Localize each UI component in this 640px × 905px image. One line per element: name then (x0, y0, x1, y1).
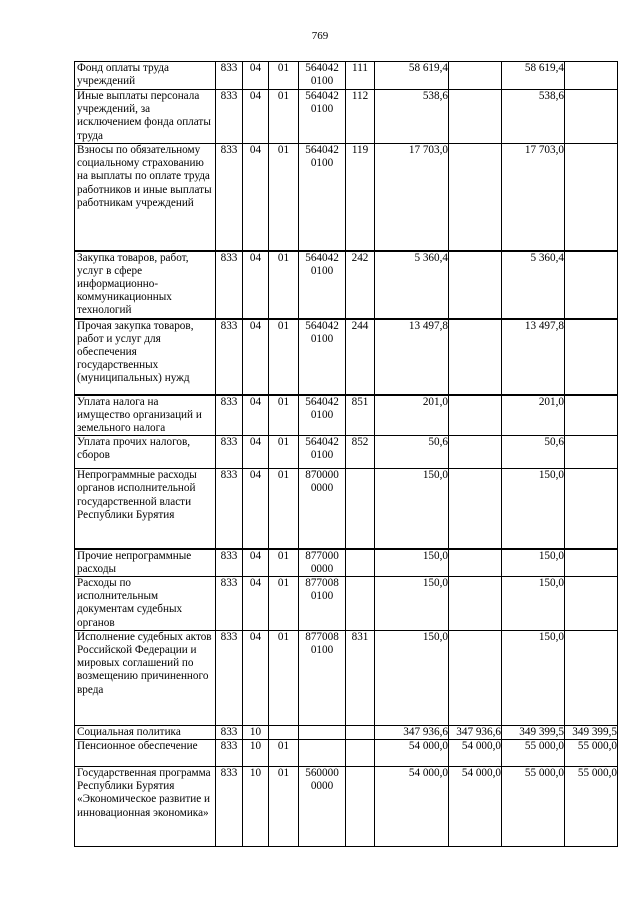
cell-section-code: 04 (243, 436, 269, 469)
cell-sum-3: 55 000,0 (502, 740, 565, 767)
table-row (75, 62, 618, 90)
cell-expense-type: 119 (346, 144, 375, 251)
cell-ministry-code: 833 (216, 90, 243, 144)
cell-sum-4 (565, 469, 618, 549)
cell-expense-type: 242 (346, 251, 375, 319)
cell-sum-3: 13 497,8 (502, 319, 565, 395)
cell-section-code: 04 (243, 549, 269, 577)
cell-ministry-code: 833 (216, 144, 243, 251)
cell-expense-type: 112 (346, 90, 375, 144)
cell-name: Фонд оплаты труда учреждений (75, 62, 216, 90)
table-row (75, 436, 618, 469)
cell-ministry-code: 833 (216, 577, 243, 631)
cell-sum-4 (565, 395, 618, 436)
cell-sum-4 (565, 630, 618, 725)
table-row (75, 395, 618, 436)
cell-subsection-code: 01 (269, 90, 299, 144)
cell-sum-4 (565, 549, 618, 577)
table-row (75, 725, 618, 739)
cell-sum-2 (449, 144, 502, 251)
cell-sum-3: 538,6 (502, 90, 565, 144)
cell-sum-3: 150,0 (502, 630, 565, 725)
budget-table (74, 61, 618, 847)
cell-sum-2 (449, 395, 502, 436)
cell-sum-4: 349 399,5 (565, 725, 618, 739)
cell-section-code: 04 (243, 630, 269, 725)
cell-name: Иные выплаты персонала учреждений, за исключением фонда оплаты труда (75, 90, 216, 144)
cell-sum-3: 17 703,0 (502, 144, 565, 251)
cell-sum-3: 58 619,4 (502, 62, 565, 90)
cell-target-article: 560000 0000 (299, 767, 346, 847)
cell-section-code: 04 (243, 251, 269, 319)
cell-ministry-code: 833 (216, 725, 243, 739)
cell-subsection-code: 01 (269, 395, 299, 436)
cell-target-article: 564042 0100 (299, 144, 346, 251)
cell-name: Закупка товаров, работ, услуг в сфере информационно-коммуникационных технологий (75, 251, 216, 319)
cell-ministry-code: 833 (216, 319, 243, 395)
cell-expense-type (346, 549, 375, 577)
cell-sum-1: 201,0 (375, 395, 449, 436)
cell-sum-1: 13 497,8 (375, 319, 449, 395)
cell-section-code: 10 (243, 767, 269, 847)
cell-sum-4 (565, 577, 618, 631)
cell-section-code: 04 (243, 319, 269, 395)
cell-sum-3: 50,6 (502, 436, 565, 469)
cell-sum-4: 55 000,0 (565, 767, 618, 847)
table-row (75, 469, 618, 549)
cell-name: Непрограммные расходы органов исполнительной государственной власти Республики Бурятия (75, 469, 216, 549)
cell-sum-4 (565, 90, 618, 144)
cell-sum-4 (565, 436, 618, 469)
cell-sum-2 (449, 62, 502, 90)
table-row (75, 144, 618, 251)
table-row (75, 90, 618, 144)
table-row (75, 319, 618, 395)
cell-target-article: 877000 0000 (299, 549, 346, 577)
cell-expense-type (346, 577, 375, 631)
cell-target-article: 564042 0100 (299, 395, 346, 436)
cell-sum-4 (565, 251, 618, 319)
cell-name: Социальная политика (75, 725, 216, 739)
cell-target-article: 564042 0100 (299, 251, 346, 319)
cell-sum-2: 54 000,0 (449, 740, 502, 767)
cell-sum-1: 54 000,0 (375, 767, 449, 847)
cell-target-article: 870000 0000 (299, 469, 346, 549)
cell-sum-3: 5 360,4 (502, 251, 565, 319)
cell-sum-2: 347 936,6 (449, 725, 502, 739)
cell-section-code: 04 (243, 577, 269, 631)
cell-name: Уплата налога на имущество организаций и земельного налога (75, 395, 216, 436)
cell-section-code: 04 (243, 395, 269, 436)
cell-sum-2 (449, 90, 502, 144)
cell-sum-1: 54 000,0 (375, 740, 449, 767)
cell-name: Взносы по обязательному социальному страхованию на выплаты по оплате труда работников и иные выплаты работникам учреждений (75, 144, 216, 251)
cell-sum-2 (449, 577, 502, 631)
cell-sum-2 (449, 319, 502, 395)
cell-subsection-code: 01 (269, 62, 299, 90)
cell-target-article: 877008 0100 (299, 630, 346, 725)
cell-expense-type (346, 469, 375, 549)
cell-ministry-code: 833 (216, 251, 243, 319)
cell-ministry-code: 833 (216, 630, 243, 725)
cell-sum-4 (565, 62, 618, 90)
cell-target-article: 564042 0100 (299, 90, 346, 144)
cell-sum-1: 17 703,0 (375, 144, 449, 251)
cell-sum-1: 5 360,4 (375, 251, 449, 319)
cell-sum-3: 349 399,5 (502, 725, 565, 739)
cell-expense-type: 244 (346, 319, 375, 395)
cell-target-article: 564042 0100 (299, 436, 346, 469)
cell-target-article: 564042 0100 (299, 319, 346, 395)
cell-expense-type (346, 740, 375, 767)
cell-sum-2 (449, 251, 502, 319)
cell-sum-2 (449, 436, 502, 469)
cell-sum-1: 58 619,4 (375, 62, 449, 90)
cell-section-code: 10 (243, 740, 269, 767)
cell-expense-type (346, 725, 375, 739)
cell-expense-type: 831 (346, 630, 375, 725)
cell-sum-4: 55 000,0 (565, 740, 618, 767)
cell-sum-1: 347 936,6 (375, 725, 449, 739)
table-row (75, 577, 618, 631)
cell-sum-3: 150,0 (502, 577, 565, 631)
cell-sum-1: 150,0 (375, 469, 449, 549)
cell-sum-3: 55 000,0 (502, 767, 565, 847)
cell-sum-3: 150,0 (502, 469, 565, 549)
cell-sum-3: 150,0 (502, 549, 565, 577)
cell-section-code: 04 (243, 469, 269, 549)
cell-expense-type: 852 (346, 436, 375, 469)
cell-sum-3: 201,0 (502, 395, 565, 436)
cell-name: Государственная программа Республики Бурятия «Экономическое развитие и инновационная экономика» (75, 767, 216, 847)
cell-ministry-code: 833 (216, 395, 243, 436)
cell-subsection-code (269, 725, 299, 739)
cell-subsection-code: 01 (269, 740, 299, 767)
cell-subsection-code: 01 (269, 144, 299, 251)
cell-subsection-code: 01 (269, 630, 299, 725)
cell-subsection-code: 01 (269, 549, 299, 577)
cell-sum-2 (449, 549, 502, 577)
cell-section-code: 04 (243, 62, 269, 90)
cell-sum-2: 54 000,0 (449, 767, 502, 847)
cell-name: Исполнение судебных актов Российской Федерации и мировых соглашений по возмещению причиненного вреда (75, 630, 216, 725)
cell-ministry-code: 833 (216, 436, 243, 469)
cell-expense-type: 851 (346, 395, 375, 436)
cell-target-article (299, 740, 346, 767)
cell-sum-1: 538,6 (375, 90, 449, 144)
cell-sum-1: 150,0 (375, 577, 449, 631)
cell-sum-2 (449, 630, 502, 725)
table-row (75, 549, 618, 577)
cell-expense-type: 111 (346, 62, 375, 90)
cell-sum-1: 150,0 (375, 549, 449, 577)
table-row (75, 251, 618, 319)
cell-subsection-code: 01 (269, 767, 299, 847)
cell-target-article: 877008 0100 (299, 577, 346, 631)
cell-expense-type (346, 767, 375, 847)
page-number: 769 (311, 30, 329, 42)
cell-name: Уплата прочих налогов, сборов (75, 436, 216, 469)
cell-subsection-code: 01 (269, 436, 299, 469)
table-row (75, 740, 618, 767)
cell-section-code: 04 (243, 90, 269, 144)
cell-sum-1: 50,6 (375, 436, 449, 469)
cell-subsection-code: 01 (269, 469, 299, 549)
cell-ministry-code: 833 (216, 740, 243, 767)
table-row (75, 767, 618, 847)
cell-subsection-code: 01 (269, 577, 299, 631)
cell-subsection-code: 01 (269, 251, 299, 319)
cell-name: Прочие непрограммные расходы (75, 549, 216, 577)
cell-sum-1: 150,0 (375, 630, 449, 725)
cell-ministry-code: 833 (216, 767, 243, 847)
cell-name: Пенсионное обеспечение (75, 740, 216, 767)
cell-section-code: 10 (243, 725, 269, 739)
cell-section-code: 04 (243, 144, 269, 251)
cell-ministry-code: 833 (216, 469, 243, 549)
table-row (75, 630, 618, 725)
cell-name: Прочая закупка товаров, работ и услуг для обеспечения государственных (муниципальных) нужд (75, 319, 216, 395)
cell-ministry-code: 833 (216, 549, 243, 577)
cell-target-article: 564042 0100 (299, 62, 346, 90)
cell-ministry-code: 833 (216, 62, 243, 90)
cell-target-article (299, 725, 346, 739)
cell-sum-4 (565, 319, 618, 395)
cell-sum-4 (565, 144, 618, 251)
cell-name: Расходы по исполнительным документам судебных органов (75, 577, 216, 631)
cell-subsection-code: 01 (269, 319, 299, 395)
cell-sum-2 (449, 469, 502, 549)
